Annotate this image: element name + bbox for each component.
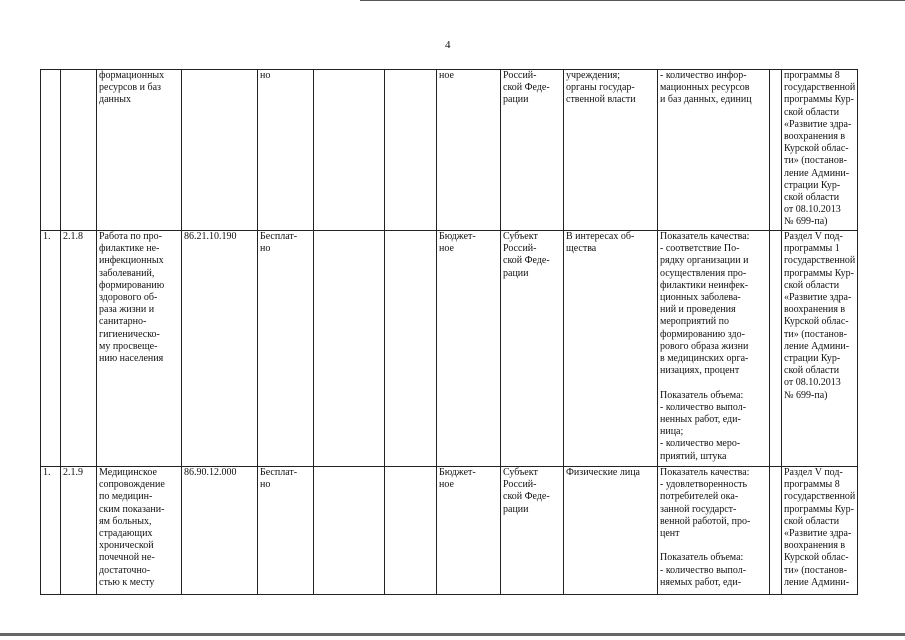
budget-type: Бюджет- ное xyxy=(437,231,501,467)
subject: Субъект Россий- ской Феде- рации xyxy=(501,231,564,467)
row-number xyxy=(41,70,61,231)
fee-type: Бесплат- но xyxy=(258,231,314,467)
services-table xyxy=(40,69,858,595)
empty-cell xyxy=(314,467,385,595)
row-code: 2.1.9 xyxy=(61,467,97,595)
consumers: учреждения; органы государ- ственной власти xyxy=(564,70,658,231)
legal-basis: программы 8 государственной программы Кур- ской области «Развитие здра- воохранения в Курской облас- ти» (постанов- ление Админи- страции Кур- ской области от 08.10.2013 № 699-па) xyxy=(782,70,858,231)
okpd-code xyxy=(182,70,258,231)
subject: Субъект Россий- ской Феде- рации xyxy=(501,467,564,595)
row-number: 1. xyxy=(41,467,61,595)
page-number: 4 xyxy=(445,39,451,51)
legal-basis: Раздел V под- программы 8 государственной программы Кур- ской области «Развитие здра- воохранения в Курской облас- ти» (постанов- ление Админи- xyxy=(782,467,858,595)
work-name: формационных ресурсов и баз данных xyxy=(97,70,182,231)
budget-type: ное xyxy=(437,70,501,231)
subject: Россий- ской Феде- рации xyxy=(501,70,564,231)
empty-cell xyxy=(385,70,437,231)
row-code xyxy=(61,70,97,231)
consumers: Физические лица xyxy=(564,467,658,595)
empty-cell xyxy=(314,231,385,467)
fee-type: Бесплат- но xyxy=(258,467,314,595)
budget-type: Бюджет- ное xyxy=(437,467,501,595)
top-rule xyxy=(360,0,905,1)
spacer-cell xyxy=(770,70,782,231)
fee-type: но xyxy=(258,70,314,231)
empty-cell xyxy=(385,231,437,467)
table-row xyxy=(41,231,858,467)
bottom-scan-edge xyxy=(0,633,905,636)
indicators: - количество инфор- мационных ресурсов и баз данных, единиц xyxy=(658,70,770,231)
okpd-code: 86.90.12.000 xyxy=(182,467,258,595)
table-row xyxy=(41,467,858,595)
table-row xyxy=(41,70,858,231)
work-name: Работа по про- филактике не- инфекционных заболеваний, формированию здорового об- раза жизни и санитарно- гигиеническо- му просвеще- нию населения xyxy=(97,231,182,467)
indicators: Показатель качества: - соответствие По- рядку организации и осуществления про- филактики неинфек- ционных заболева- ний и проведения мероприятий по формированию здо- рового образа жизни в медицинских орга- низациях, процент Показатель объема: - количество выпол- ненных работ, еди- ница; - количество меро- приятий, штука xyxy=(658,231,770,467)
indicators: Показатель качества: - удовлетворенность потребителей ока- занной государст- венной работой, про- цент Показатель объема: - количество выпол- няемых работ, еди- xyxy=(658,467,770,595)
legal-basis: Раздел V под- программы 1 государственной программы Кур- ской области «Развитие здра- воохранения в Курской облас- ти» (постанов- ление Админи- страции Кур- ской области от 08.10.2013 № 699-па) xyxy=(782,231,858,467)
spacer-cell xyxy=(770,231,782,467)
okpd-code: 86.21.10.190 xyxy=(182,231,258,467)
empty-cell xyxy=(314,70,385,231)
consumers: В интересах об- щества xyxy=(564,231,658,467)
spacer-cell xyxy=(770,467,782,595)
empty-cell xyxy=(385,467,437,595)
row-code: 2.1.8 xyxy=(61,231,97,467)
work-name: Медицинское сопровождение по медицин- ским показани- ям больных, страдающих хронической почечной не- достаточно- стью к месту xyxy=(97,467,182,595)
row-number: 1. xyxy=(41,231,61,467)
